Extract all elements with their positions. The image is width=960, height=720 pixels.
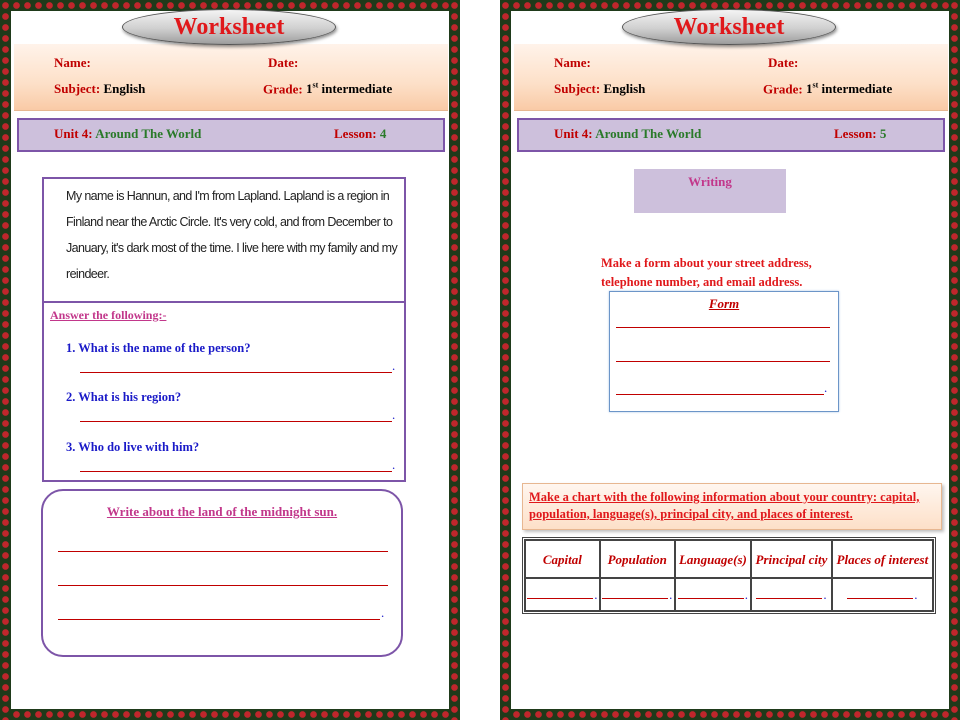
grade-value [306, 81, 392, 96]
writing-prompt-box [41, 489, 403, 657]
lesson-value: 4 [379, 126, 387, 141]
form-line-3[interactable] [616, 394, 824, 395]
cell-capital[interactable] [525, 578, 600, 611]
name-label: Name: [54, 55, 91, 70]
writing-line-1[interactable] [58, 551, 388, 552]
question-1: 1. What is the name of the person? [66, 341, 251, 355]
cell-line-end: . [744, 586, 748, 602]
writing-line-3[interactable] [58, 619, 380, 620]
grade-ordinal: st [312, 81, 319, 90]
cell-line-end: . [669, 586, 673, 602]
worksheet-title: Worksheet [673, 14, 785, 40]
lesson-value: 5 [879, 126, 887, 141]
header-capital: Capital [525, 540, 600, 578]
subject-label: Subject: [554, 81, 601, 96]
cell-places-of-interest[interactable] [832, 578, 933, 611]
answer-line-2[interactable] [80, 421, 392, 422]
grade-number: 1 [805, 81, 813, 97]
header-population: Population [600, 540, 675, 578]
unit-lesson-bar [17, 118, 445, 152]
decorative-border-left [0, 0, 11, 720]
grade-value [806, 81, 892, 96]
grade-field [763, 81, 892, 97]
form-instruction-line-2: telephone number, and email address. [601, 275, 803, 289]
student-info-header [514, 44, 948, 111]
header-places-of-interest: Places of interest [832, 540, 933, 578]
grade-label: Grade: [263, 81, 303, 97]
header-principal-city: Principal city [751, 540, 832, 578]
passage-divider [44, 301, 404, 303]
lesson-field [334, 126, 386, 142]
lesson-field [834, 126, 886, 142]
writing-line-end: . [381, 605, 385, 620]
grade-ordinal: st [812, 81, 819, 90]
form-title: Form [708, 296, 740, 311]
unit-field [554, 126, 701, 142]
worksheet-title-banner [622, 9, 836, 45]
cell-languages[interactable] [675, 578, 752, 611]
lesson-label: Lesson: [334, 126, 377, 141]
name-label: Name: [554, 55, 591, 70]
worksheet-page-right [500, 0, 960, 720]
form-line-end: . [824, 380, 828, 395]
chart-instruction-box [522, 483, 942, 530]
subject-field [554, 81, 645, 97]
country-info-table [522, 537, 936, 614]
decorative-border-left [500, 0, 511, 720]
answer-line-1[interactable] [80, 372, 392, 373]
header-languages: Language(s) [675, 540, 752, 578]
cell-line-end: . [823, 586, 827, 602]
form-line-1[interactable] [616, 327, 830, 328]
student-info-header [14, 44, 448, 111]
unit-value: Around The World [95, 126, 202, 141]
reading-passage-box [42, 177, 406, 482]
table-row [525, 578, 933, 611]
question-2: 2. What is his region? [66, 390, 182, 404]
decorative-border-bottom [0, 709, 460, 720]
question-3: 3. Who do live with him? [66, 440, 200, 454]
grade-level: intermediate [321, 81, 393, 97]
unit-field [54, 126, 201, 142]
grade-field [263, 81, 392, 97]
date-label: Date: [268, 55, 299, 70]
writing-line-2[interactable] [58, 585, 388, 586]
cell-population[interactable] [600, 578, 675, 611]
worksheet-title-banner [122, 9, 336, 45]
form-line-2[interactable] [616, 361, 830, 362]
table-header-row [525, 540, 933, 578]
subject-value: English [603, 81, 646, 96]
answer-line-3[interactable] [80, 471, 392, 472]
decorative-border-right [949, 0, 960, 720]
decorative-border-bottom [500, 709, 960, 720]
form-instruction-line-1: Make a form about your street address, [601, 256, 812, 270]
subject-value: English [103, 81, 146, 96]
subject-label: Subject: [54, 81, 101, 96]
worksheet-page-left [0, 0, 460, 720]
chart-instruction-text: Make a chart with the following information about your country: capital, population, language(s), principal city, and places of interest. [529, 490, 920, 521]
answer-line-end-3: . [392, 457, 396, 472]
address-form-box [609, 291, 839, 412]
grade-number: 1 [305, 81, 313, 97]
lesson-label: Lesson: [834, 126, 877, 141]
unit-value: Around The World [595, 126, 702, 141]
answer-line-end-1: . [392, 358, 396, 373]
cell-principal-city[interactable] [751, 578, 832, 611]
writing-section-label: Writing [634, 169, 786, 213]
writing-prompt-title: Write about the land of the midnight sun. [106, 504, 338, 519]
unit-lesson-bar [517, 118, 945, 152]
unit-label: Unit 4: [54, 126, 93, 141]
subject-field [54, 81, 145, 97]
grade-label: Grade: [763, 81, 803, 97]
unit-label: Unit 4: [554, 126, 593, 141]
worksheet-title: Worksheet [173, 14, 285, 40]
cell-line-end: . [914, 586, 918, 602]
decorative-border-right [449, 0, 460, 720]
answer-heading: Answer the following:- [50, 308, 167, 322]
date-label: Date: [768, 55, 799, 70]
cell-line-end: . [594, 586, 598, 602]
grade-level: intermediate [821, 81, 893, 97]
answer-line-end-2: . [392, 407, 396, 422]
reading-passage-text: My name is Hannun, and I'm from Lapland. Lapland is a region in Finland near the Arctic Circle. It's very cold, and from December to January, it's dark most of the time. I live here with my family and my reindeer. [66, 189, 398, 281]
